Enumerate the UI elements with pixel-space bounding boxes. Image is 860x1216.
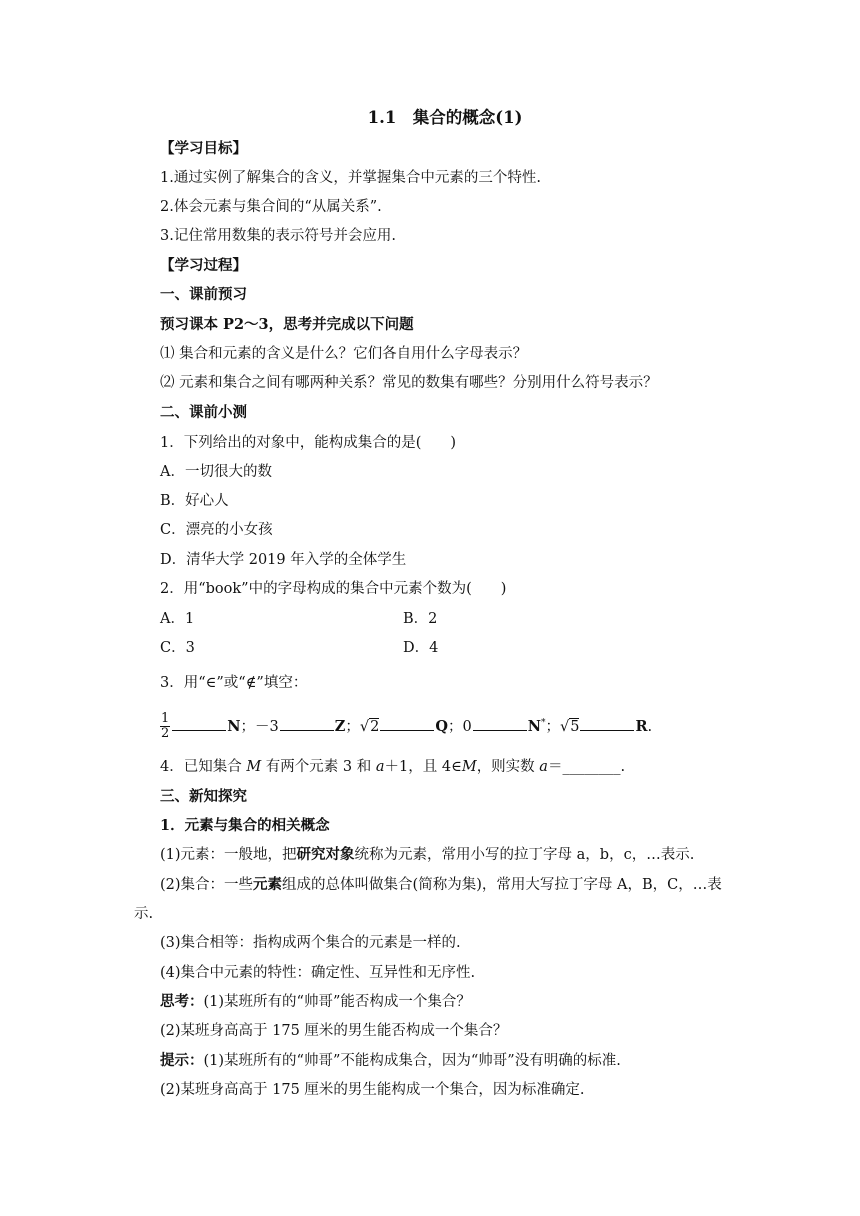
quiz-question: 1．下列给出的对象中，能构成集合的是( ) [160,435,457,451]
hint-item: 提示：(1)某班所有的“帅哥”不能构成集合，因为“帅哥”没有明确的标准. [160,1052,621,1069]
think-item: 思考：(1)某班所有的“帅哥”能否构成一个集合？ [160,993,471,1010]
think-item: (2)某班身高高于 175 厘米的男生能否构成一个集合？ [160,1023,508,1039]
section-heading: 二、课前小测 [160,404,247,421]
answer-blank[interactable] [280,718,334,731]
quiz-option: B．好心人 [160,493,229,509]
goal-item: 3.记住常用数集的表示符号并会应用. [160,228,396,244]
concept-item-wrap: 示. [134,906,154,922]
quiz-option: C．3 [160,640,195,656]
hint-item: (2)某班身高高于 175 厘米的男生能构成一个集合，因为标准确定. [160,1082,585,1098]
answer-blank[interactable] [172,718,226,731]
goal-item: 1.通过实例了解集合的含义，并掌握集合中元素的三个特性. [160,170,541,186]
goal-item: 2.体会元素与集合间的“从属关系”. [160,199,382,215]
answer-blank[interactable] [473,718,527,731]
quiz-question: 2．用“book”中的字母构成的集合中元素个数为( ) [160,581,507,597]
fill-in-row: $\frac{1}{2}$ N；－3 Z；√2 Q；0 N*；√5 R. [161,711,653,742]
quiz-option: D．4 [403,640,439,656]
answer-blank[interactable] [380,718,434,731]
page-title: 1.1 集合的概念(1) [367,108,523,127]
quiz-option: B．2 [403,611,438,627]
process-heading: 【学习过程】 [160,257,247,274]
quiz-option: C．漂亮的小女孩 [160,522,273,538]
preview-question: ⑴ 集合和元素的含义是什么？它们各自用什么字母表示？ [160,346,528,362]
quiz-option: D．清华大学 2019 年入学的全体学生 [160,552,407,568]
quiz-option: A．一切很大的数 [160,464,272,480]
section-heading: 三、新知探究 [160,788,247,805]
answer-blank[interactable] [580,718,634,731]
section-heading: 一、课前预习 [160,286,247,303]
section-subheading: 预习课本 P2～3，思考并完成以下问题 [160,316,414,333]
concept-item: (2)集合：一些元素组成的总体叫做集合(简称为集)，常用大写拉丁字母 A，B，C，…表 [160,876,722,893]
quiz-option: A．1 [160,611,195,627]
quiz-question: 3．用“∈”或“∉”填空： [160,675,308,691]
quiz-question: 4．已知集合 M 有两个元素 3 和 a＋1，且 4∈M，则实数 a＝________. [160,759,626,775]
goals-heading: 【学习目标】 [160,140,247,157]
preview-question: ⑵ 元素和集合之间有哪两种关系？常见的数集有哪些？分别用什么符号表示？ [160,375,658,391]
section-subheading: 1．元素与集合的相关概念 [160,817,330,834]
concept-item: (1)元素：一般地，把研究对象统称为元素，常用小写的拉丁字母 a，b，c，…表示. [160,846,695,863]
sqrt-symbol: √2 [359,718,380,735]
concept-item: (3)集合相等：指构成两个集合的元素是一样的. [160,935,461,951]
concept-item: (4)集合中元素的特性：确定性、互异性和无序性. [160,965,476,981]
sqrt-symbol: √5 [560,718,580,735]
fraction: $\frac{1}{2}$ [161,711,170,742]
